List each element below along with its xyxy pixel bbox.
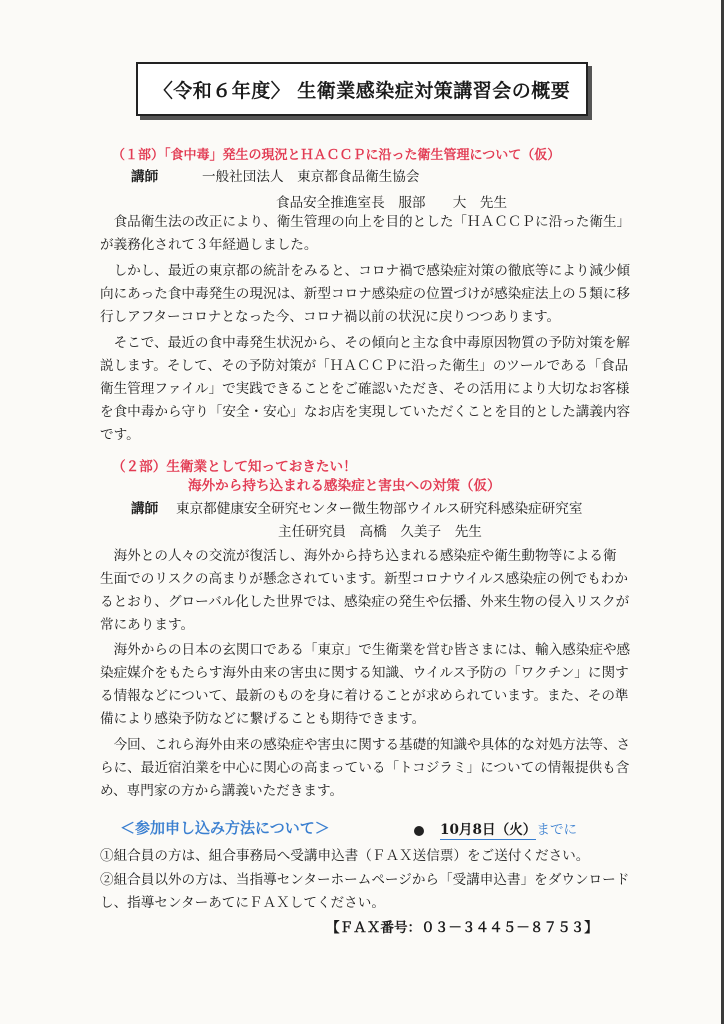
text-line: しかし、最近の東京都の統計をみると、コロナ禍で感染症対策の徹底等により減少傾 [100,263,631,279]
text-line: 海外との人々の交流が復活し、海外から持ち込まれる感染症や衛生動物等による衛 [100,548,617,564]
text-line: 備により感染予防などに繋げることも期待できます。 [100,711,426,727]
text-line: らに、最近宿泊業を中心に関心の高まっている「トコジラミ」についての情報提供も含 [100,760,630,776]
text-line: るとおり、グローバル化した世界では、感染症の発生や伝播、外来生物の侵入リスクが [100,594,630,610]
text-line: 食品衛生法の改正により、衛生管理の向上を目的とした「ＨＡＣＣＰに沿った衛生」 [100,214,631,230]
part2-lecturer-name: 主任研究員 高橋 久美子 先生 [278,524,482,540]
text-line: です。 [100,427,140,443]
deadline-date: 10月8日（火） [440,822,537,838]
part1-lecturer-label: 講師 [131,169,159,185]
text-line: 説します。そして、その予防対策が「ＨＡＣＣＰに沿った衛生」のツールである「食品 [100,358,629,374]
part2-heading-2: 海外から持ち込まれる感染症と害虫への対策（仮） [188,478,501,494]
part2-heading-1: （２部）生衛業として知っておきたい！ [112,459,357,475]
application-heading: ＜参加申し込み方法について＞ [120,819,330,837]
text-line: が義務化されて３年経過しました。 [100,237,318,253]
text-line: る情報などについて、最新のものを身に着けることが求められています。また、その準 [100,688,629,704]
text-line: 生面でのリスクの高まりが懸念されています。新型コロナウイルス感染症の例でもわか [100,571,628,587]
part1-lecturer-name: 食品安全推進室長 服部 大 先生 [276,195,508,211]
application-line-2a: ②組合員以外の方は、当指導センターホームページから「受講申込書」をダウンロード [100,872,630,888]
text-line: を食中毒から守り「安全・安心」なお店を実現していただくことを目的とした講義内容 [100,404,631,420]
text-line: 常にあります。 [100,617,195,633]
part1-lecturer-org: 一般社団法人 東京都食品衛生協会 [202,169,420,185]
text-line: 染症媒介をもたらす海外由来の害虫に関する知識、ウイルス予防の「ワクチン」に関す [100,665,629,681]
page-title: 〈令和６年度〉 生衛業感染症対策講習会の概要 [136,62,588,116]
application-line-1: ①組合員の方は、組合事務局へ受講申込書（ＦＡＸ送信票）をご送付ください。 [100,848,590,864]
text-line: 海外からの日本の玄関口である「東京」で生衛業を営む皆さまには、輸入感染症や感 [100,642,631,658]
part2-lecturer-label: 講師 [131,501,159,517]
part1-heading: （１部）「食中毒」発生の現況とＨＡＣＣＰに沿った衛生管理について（仮） [112,148,561,163]
text-line: 向にあった食中毒発生の現況は、新型コロナ感染症の位置づけが感染症法上の５類に移 [100,286,631,302]
text-line: 今回、これら海外由来の感染症や害虫に関する基礎的知識や具体的な対処方法等、さ [100,737,631,753]
part2-lecturer-org: 東京都健康安全研究センター微生物部ウイルス研究科感染症研究室 [176,501,583,517]
text-line: 行しアフターコロナとなった今、コロナ禍以前の状況に戻りつつあります。 [100,309,561,325]
bullet-icon [414,826,424,836]
fax-number: 【ＦＡＸ番号：０３－３４４５－８７５３】 [326,920,598,936]
application-line-2b: し、指導センターあてにＦＡＸしてください。 [100,895,385,911]
text-line: そこで、最近の食中毒発生状況から、その傾向と主な食中毒原因物質の予防対策を解 [100,335,630,351]
text-line: 衛生管理ファイル」で実践できることをご確認いただき、その活用により大切なお客様 [100,381,630,397]
deadline-suffix: までに [536,822,578,838]
deadline [414,820,577,840]
text-line: め、専門家の方から講義いただきます。 [100,783,344,799]
